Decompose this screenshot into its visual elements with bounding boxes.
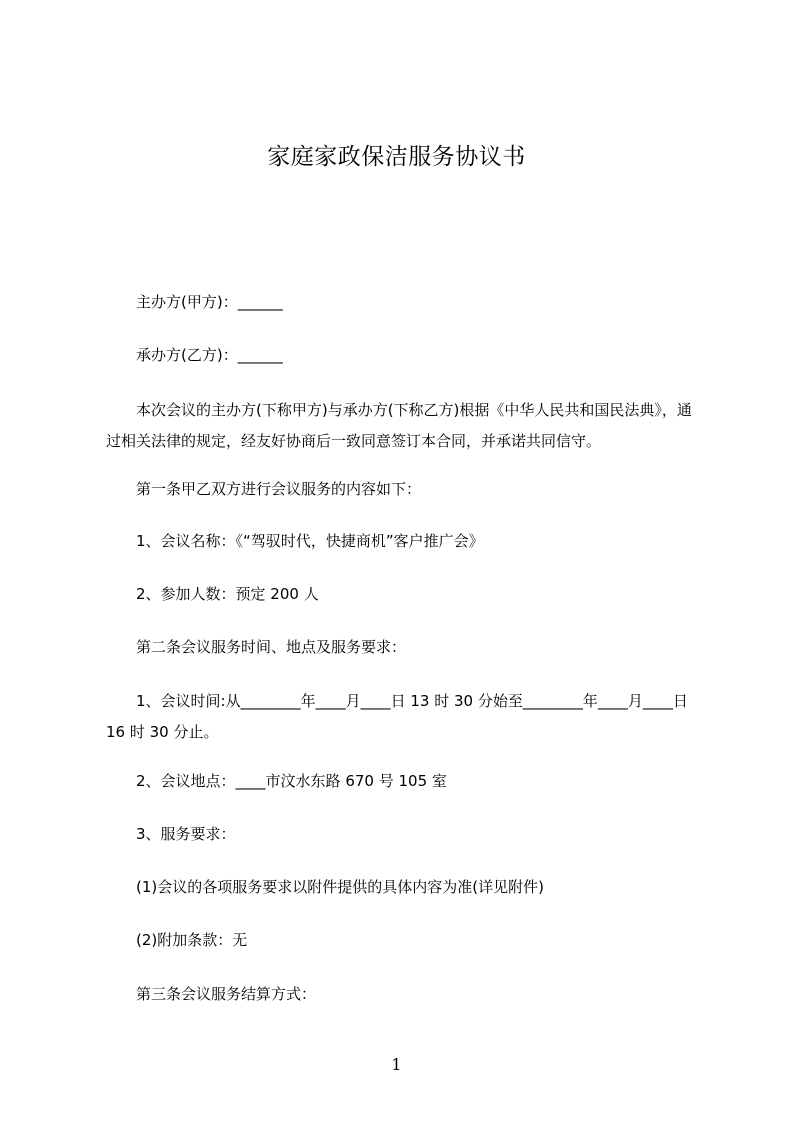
party-a-line: 主办方(甲方)：______ <box>136 293 283 311</box>
article1-heading: 第一条甲乙双方进行会议服务的内容如下： <box>136 480 422 498</box>
article2-sub-item-2: (2)附加条款：无 <box>136 931 248 949</box>
article2-item-service-requirements: 3、服务要求： <box>136 825 236 843</box>
page-number: 1 <box>391 1055 402 1074</box>
article1-item-attendees: 2、参加人数：预定 200 人 <box>136 585 319 603</box>
article2-item-meeting-time: 1、会议时间:从________年____月____日 13 时 30 分始至________年____月____日 16 时 30 分止。 <box>106 692 688 741</box>
article1-item-meeting-name: 1、会议名称：《“驾驭时代，快捷商机”客户推广会》 <box>136 532 484 550</box>
article2-heading: 第二条会议服务时间、地点及服务要求： <box>136 638 407 656</box>
document-title: 家庭家政保洁服务协议书 <box>267 144 526 170</box>
preamble-paragraph: 本次会议的主办方(下称甲方)与承办方(下称乙方)根据《中华人民共和国民法典》，通过相关法律的规定，经友好协商后一致同意签订本合同，并承诺共同信守。 <box>106 401 692 450</box>
article3-heading: 第三条会议服务结算方式： <box>136 985 317 1003</box>
party-b-line: 承办方(乙方)：______ <box>136 346 283 364</box>
article2-sub-item-1: (1)会议的各项服务要求以附件提供的具体内容为准(详见附件) <box>136 878 544 896</box>
article2-item-location: 2、会议地点：____市汶水东路 670 号 105 室 <box>136 772 447 790</box>
